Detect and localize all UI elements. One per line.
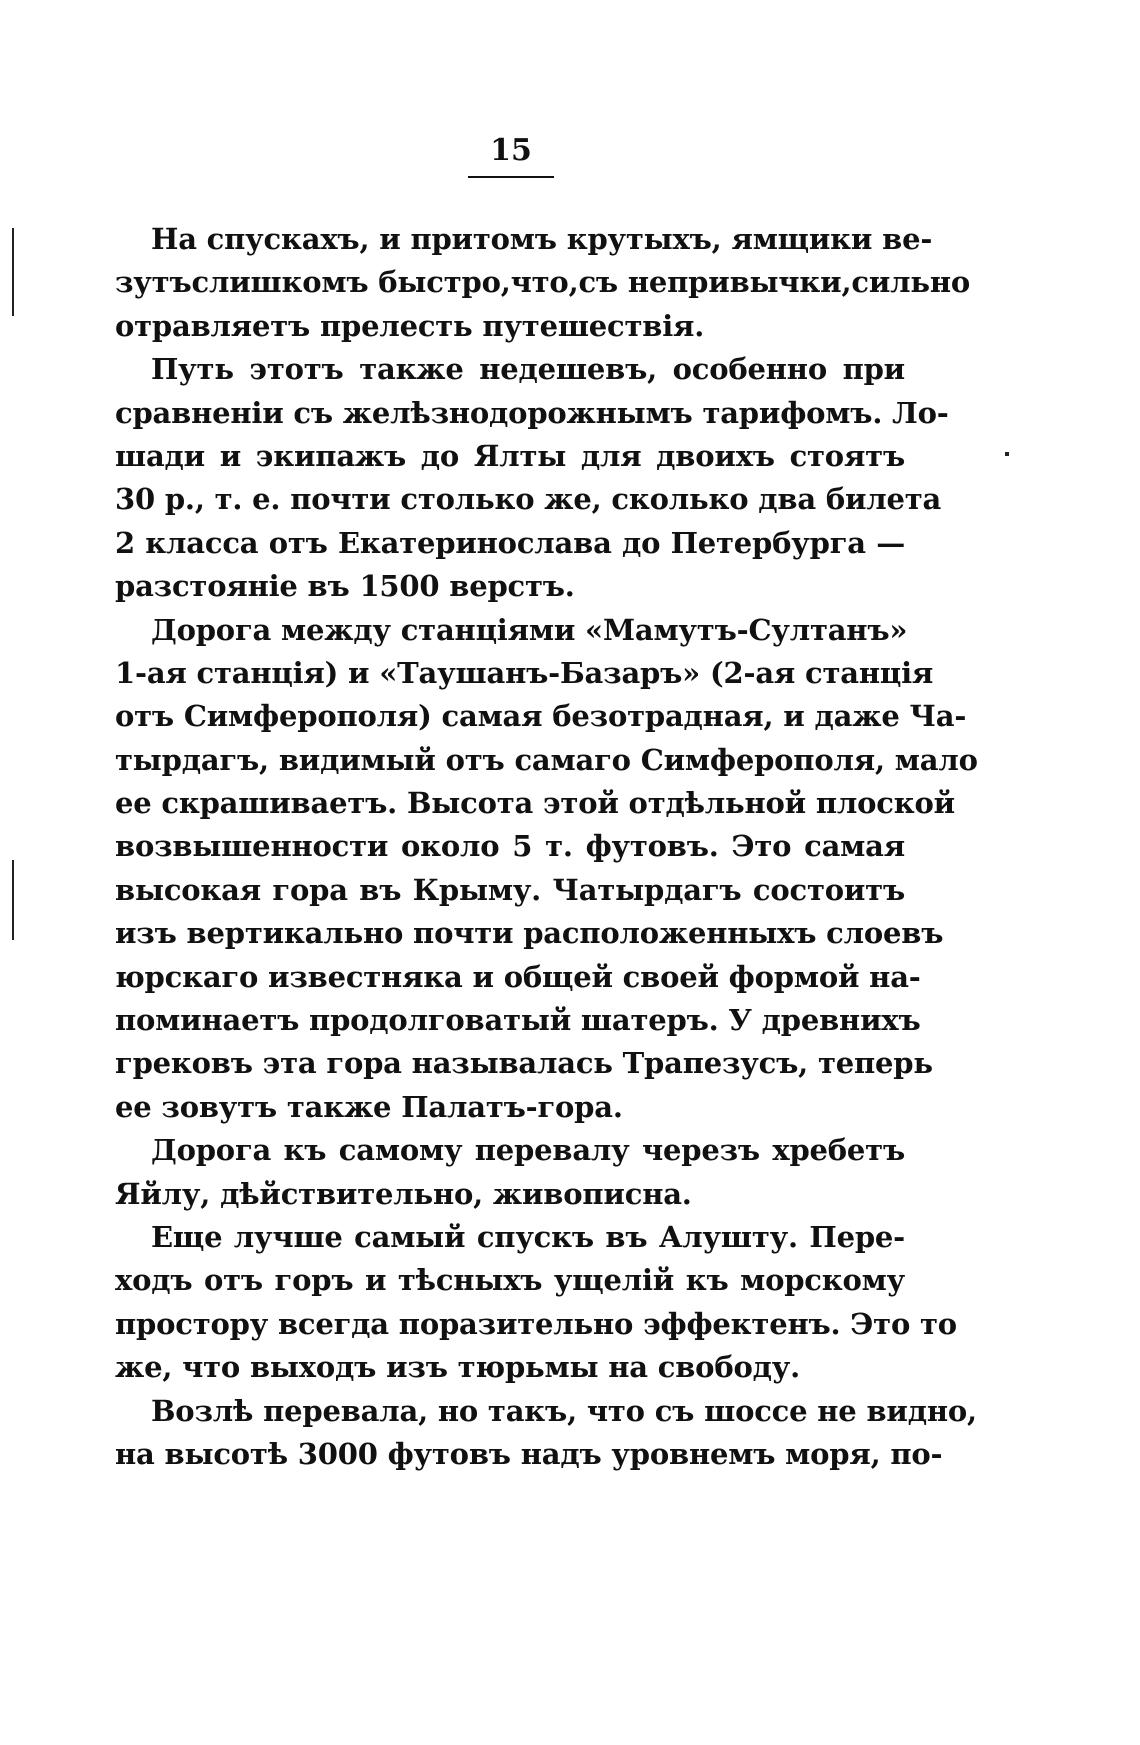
page-number: 15 bbox=[490, 133, 532, 168]
text-line: ходъ отъ горъ и тѣсныхъ ущелій къ морскому bbox=[115, 1263, 905, 1298]
text-line: ее скрашиваетъ. Высота этой отдѣльной плоской bbox=[115, 786, 955, 821]
text-line: же, что выходъ изъ тюрьмы на свободу. bbox=[115, 1350, 801, 1385]
text-line: разстояніе въ 1500 верстъ. bbox=[115, 569, 575, 604]
text-line: изъ вертикально почти расположенныхъ слоевъ bbox=[115, 916, 944, 951]
text-line: ее зовутъ также Палатъ-гора. bbox=[115, 1089, 623, 1124]
paragraph-2 bbox=[115, 348, 949, 608]
text-line: Возлѣ перевала, но такъ, что съ шоссе не видно, bbox=[151, 1393, 977, 1428]
paragraph-6 bbox=[115, 1390, 977, 1477]
text-line: сравненіи съ желѣзнодорожнымъ тарифомъ. Ло- bbox=[115, 395, 949, 430]
text-line: поминаетъ продолговатый шатеръ. У древнихъ bbox=[115, 1003, 921, 1038]
text-line: тырдагъ, видимый отъ самаго Симферополя, мало bbox=[115, 742, 978, 777]
text-line: юрскаго известняка и общей своей формой на- bbox=[115, 959, 921, 994]
text-line: На спускахъ, и притомъ крутыхъ, ямщики ве- bbox=[151, 222, 933, 256]
scan-mark bbox=[12, 860, 14, 940]
text-line: отъ Симферополя) самая безотрадная, и даже Ча- bbox=[115, 699, 967, 734]
body-text bbox=[115, 218, 978, 1476]
text-line: грековъ эта гора называлась Трапезусъ, теперь bbox=[115, 1046, 933, 1081]
text-line: Путь этотъ также недешевъ, особенно при bbox=[151, 352, 905, 387]
text-line: возвышенности около 5 т. футовъ. Это самая bbox=[115, 829, 905, 864]
scan-mark bbox=[1005, 452, 1009, 456]
text-line: 1-ая станція) и «Таушанъ-Базаръ» (2-ая станція bbox=[115, 655, 934, 690]
paragraph-3 bbox=[115, 609, 978, 1130]
text-line: Дорога къ самому перевалу черезъ хребетъ bbox=[151, 1133, 905, 1168]
text-line: отравляетъ прелесть путешествія. bbox=[115, 308, 705, 343]
text-line: зутъслишкомъ быстро,что,съ непривычки,сильно bbox=[115, 265, 971, 300]
text-line: 2 класса отъ Екатеринослава до Петербурга — bbox=[115, 525, 905, 560]
text-line: на высотѣ 3000 футовъ надъ уровнемъ моря, по- bbox=[115, 1436, 943, 1471]
text-line: высокая гора въ Крыму. Чатырдагъ состоитъ bbox=[115, 872, 905, 907]
paragraph-5 bbox=[115, 1216, 957, 1390]
text-line: шади и экипажъ до Ялты для двоихъ стоятъ bbox=[115, 438, 905, 473]
text-line: 30 р., т. е. почти столько же, сколько два билета bbox=[115, 482, 942, 517]
text-line: Еще лучше самый спускъ въ Алушту. Пере- bbox=[151, 1219, 905, 1254]
page-number-rule bbox=[468, 176, 554, 178]
paragraph-4 bbox=[115, 1129, 905, 1216]
text-line: Яйлу, дѣйствительно, живописна. bbox=[115, 1176, 692, 1211]
text-line: простору всегда поразительно эффектенъ. Это то bbox=[115, 1306, 957, 1341]
paragraph-1 bbox=[115, 218, 971, 348]
text-line: Дорога между станціями «Мамутъ-Султанъ» bbox=[151, 612, 908, 647]
scan-mark bbox=[12, 228, 14, 316]
